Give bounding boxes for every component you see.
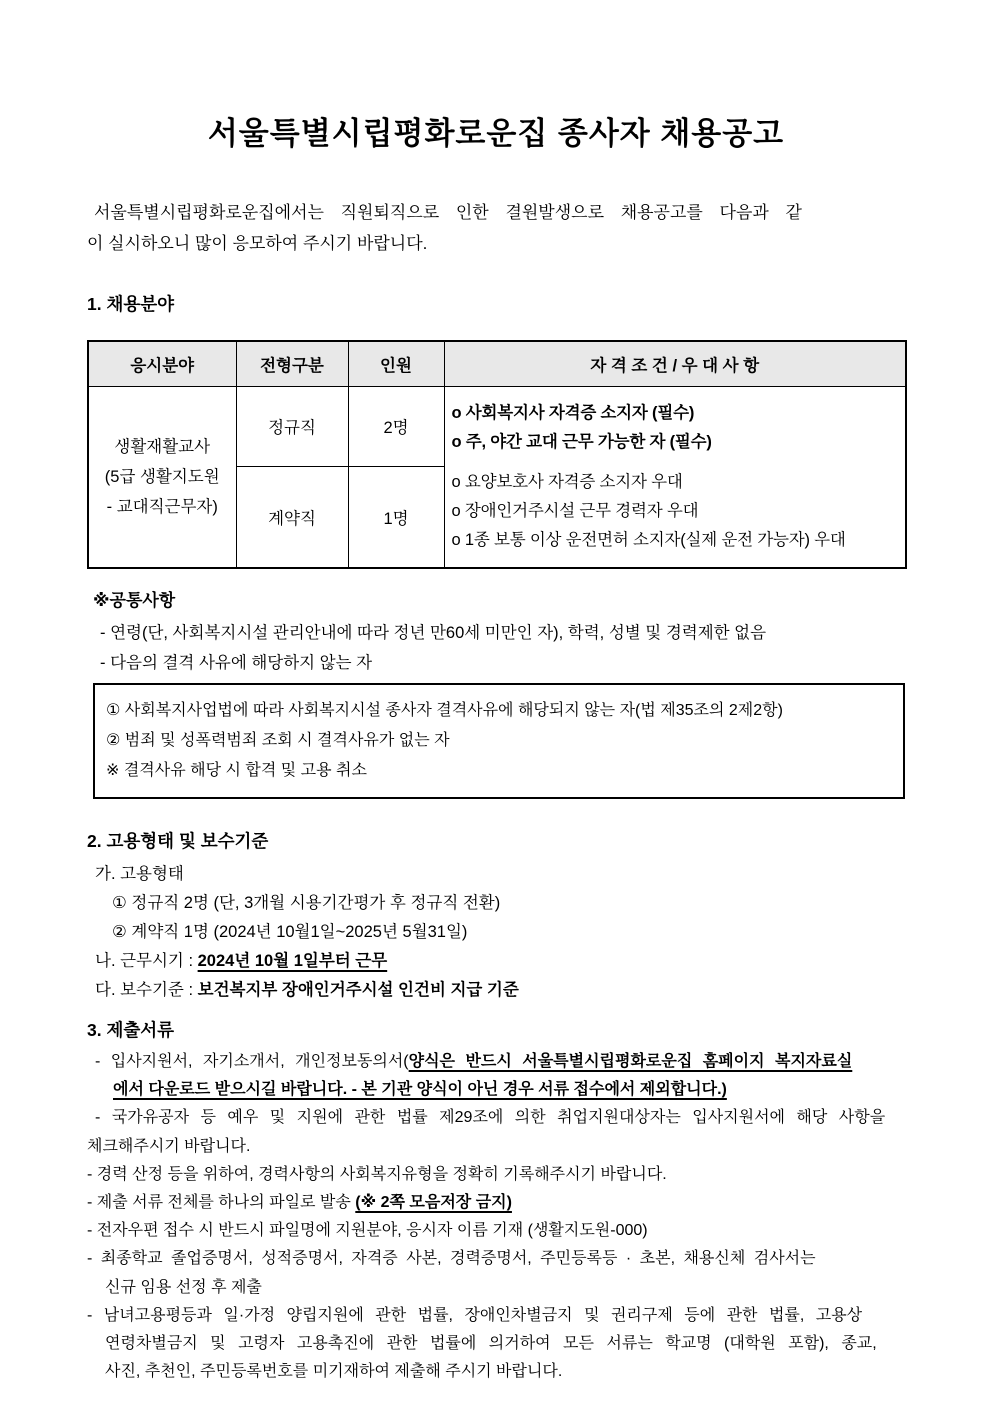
preferred-qualifications <box>452 468 904 555</box>
item-emphasis: (※ 2쪽 모음저장 금지) <box>355 1194 512 1212</box>
list-item: - 전자우편 접수 시 반드시 파일명에 지원분야, 응시자 이름 기재 (생활지도원-000) <box>87 1222 648 1240</box>
qualification-line: o 장애인거주시설 근무 경력자 우대 <box>451 501 699 520</box>
required-qualifications <box>452 399 904 457</box>
pay-standard-label: 다. 보수기준 : <box>95 981 198 999</box>
employment-item: ① 정규직 2명 (단, 3개월 시용기간평가 후 정규직 전환) <box>112 894 501 912</box>
position-line: - 교대직근무자) <box>106 497 218 516</box>
item-text: - 입사지원서, 자기소개서, 개인정보동의서( <box>95 1053 409 1070</box>
document-title: 서울특별시립평화로운집 종사자 채용공고 <box>207 116 785 151</box>
table-row <box>88 386 906 466</box>
work-start-value: 2024년 10월 1일부터 근무 <box>197 952 388 970</box>
box-item: ② 범죄 및 성폭력범죄 조회 시 결격사유가 없는 자 <box>106 732 450 749</box>
work-start-label: 나. 근무시기 : <box>95 952 198 970</box>
section1-heading: 1. 채용분야 <box>87 294 175 314</box>
list-item: - 최종학교 졸업증명서, 성적증명서, 자격증 사본, 경력증명서, 주민등록등 · 초본, 채용신체 검사서는 <box>87 1250 816 1268</box>
list-item: - 경력 산정 등을 위하여, 경력사항의 사회복지유형을 정확히 기록해주시기 바랍니다. <box>87 1165 667 1183</box>
headcount-cell: 2명 <box>348 386 444 466</box>
qualification-line: o 요양보호사 자격증 소지자 우대 <box>451 472 683 491</box>
headcount-cell: 1명 <box>348 466 444 568</box>
disqualification-box <box>93 683 905 799</box>
position-line: 생활재활교사 <box>114 437 211 456</box>
list-item-continuation: 체크해주시기 바랍니다. <box>87 1137 251 1155</box>
list-item: - 국가유공자 등 예우 및 지원에 관한 법률 제29조에 의한 취업지원대상자는 입사지원서에 해당 사항을 <box>95 1109 886 1127</box>
position-cell <box>88 386 236 568</box>
qualification-line: o 주, 야간 교대 근무 가능한 자 (필수) <box>451 432 712 451</box>
header-cell-qualifications: 자 격 조 건 / 우 대 사 항 <box>444 341 906 386</box>
item-emphasis: 양식은 반드시 서울특별시립평화로운집 홈페이지 복지자료실 <box>408 1053 853 1070</box>
recruitment-table <box>87 340 907 569</box>
list-item <box>87 1189 905 1217</box>
list-item: - 남녀고용평등과 일·가정 양립지원에 관한 법률, 장애인차별금지 및 권리구제 등에 관한 법률, 고용상 <box>87 1306 863 1324</box>
common-note-item: - 연령(단, 사회복지시설 관리안내에 따라 정년 만60세 미만인 자), 학력, 성별 및 경력제한 없음 <box>100 624 767 642</box>
employment-item: ② 계약직 1명 (2024년 10월1일~2025년 5월31일) <box>112 923 468 941</box>
box-item: ① 사회복지사업법에 따라 사회복지시설 종사자 결격사유에 해당되지 않는 자(법 제35조의 2제2항) <box>106 702 783 719</box>
submission-section <box>87 1017 905 1386</box>
box-item: ※ 결격사유 해당 시 합격 및 고용 취소 <box>106 762 367 779</box>
common-note-item: - 다음의 결격 사유에 해당하지 않는 자 <box>100 654 373 672</box>
pay-standard-value: 보건복지부 장애인거주시설 인건비 지급 기준 <box>197 981 519 999</box>
intro-paragraph <box>87 197 905 259</box>
intro-line: 서울특별시립평화로운집에서는 직원퇴직으로 인한 결원발생으로 채용공고를 다음과 같 <box>94 203 802 222</box>
employment-type-label: 가. 고용형태 <box>95 865 184 883</box>
section3-heading: 3. 제출서류 <box>87 1020 175 1040</box>
list-item-continuation: 사진, 추천인, 주민등록번호를 미기재하여 제출해 주시기 바랍니다. <box>105 1363 563 1381</box>
intro-line: 이 실시하오니 많이 응모하여 주시기 바랍니다. <box>87 234 428 253</box>
item-emphasis: 에서 다운로드 받으시길 바랍니다. - 본 기관 양식이 아닌 경우 서류 접수에서 제외합니다.) <box>113 1081 727 1099</box>
table-header-row <box>88 341 906 386</box>
qualifications-cell <box>444 386 906 568</box>
qualification-line: o 1종 보통 이상 운전면허 소지자(실제 운전 가능자) 우대 <box>451 530 846 549</box>
header-cell-type: 전형구분 <box>236 341 348 386</box>
item-text: - 제출 서류 전체를 하나의 파일로 발송 <box>87 1194 356 1212</box>
row-type-cell: 정규직 <box>236 386 348 466</box>
submission-items <box>87 1048 905 1386</box>
common-notes <box>87 586 905 799</box>
position-line: (5급 생활지도원 <box>104 467 220 486</box>
row-type-cell: 계약직 <box>236 466 348 568</box>
employment-section <box>87 828 905 1005</box>
work-start-line <box>95 947 905 976</box>
pay-standard-line <box>95 976 905 1005</box>
qualification-line: o 사회복지사 자격증 소지자 (필수) <box>451 403 695 422</box>
header-cell-field: 응시분야 <box>88 341 236 386</box>
list-item-continuation: 연령차별금지 및 고령자 고용촉진에 관한 법률에 의거하여 모든 서류는 학교명 (대학원 포함), 종교, <box>105 1335 877 1353</box>
list-item <box>95 1048 905 1076</box>
header-cell-count: 인원 <box>348 341 444 386</box>
section2-heading: 2. 고용형태 및 보수기준 <box>87 831 269 851</box>
document-content <box>0 108 992 1386</box>
common-notes-items <box>100 618 905 678</box>
common-notes-heading: ※공통사항 <box>93 591 176 610</box>
list-item-continuation: 신규 임용 선정 후 제출 <box>105 1278 262 1296</box>
list-item-continuation <box>113 1076 905 1104</box>
employment-lines <box>87 860 905 1005</box>
